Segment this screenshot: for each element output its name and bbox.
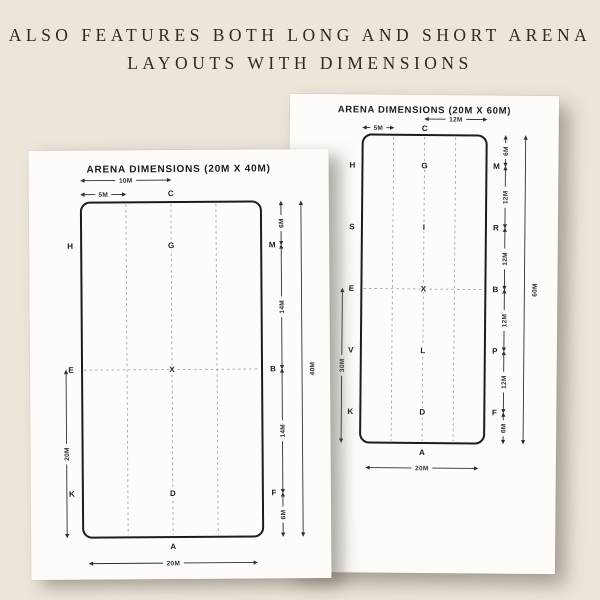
arena-letter-C: C: [167, 189, 174, 199]
arena-letter-V: V: [348, 345, 354, 355]
dim-label-6M: 6M: [502, 146, 510, 156]
dim-line: [342, 291, 343, 355]
dim-arrowhead: [502, 351, 506, 355]
dim-label-12M: 12M: [501, 252, 510, 266]
dim-arrowhead: [524, 135, 528, 139]
dim-label-5M: 5M: [373, 124, 384, 132]
dim-label-12M: 12M: [501, 313, 509, 328]
dim-arrowhead: [254, 560, 258, 564]
dim-label-20M: 20M: [415, 465, 429, 473]
arena-letter-S: S: [349, 222, 355, 232]
dim-arrowhead: [502, 289, 506, 293]
arena-letter-G: G: [168, 241, 175, 251]
dim-arrowhead: [281, 492, 285, 496]
dim-arrowhead: [299, 201, 303, 205]
arena-letter-G: G: [421, 161, 428, 171]
arena-letter-B: B: [270, 364, 276, 374]
dim-arrowhead: [503, 166, 507, 170]
dim-label-6M: 6M: [278, 218, 286, 228]
dim-arrowhead: [504, 135, 508, 139]
dim-label-20M: 20M: [166, 560, 181, 568]
arena-letter-M: M: [268, 240, 276, 250]
arena-letter-E: E: [348, 283, 355, 293]
dim-label-12M: 12M: [449, 116, 463, 124]
dim-label-40M: 40M: [309, 361, 317, 376]
arena-letter-K: K: [68, 489, 75, 499]
dim-label-20M: 20M: [63, 447, 71, 461]
arena-letter-D: D: [169, 488, 176, 499]
arena-title-20x60: ARENA DIMENSIONS (20M X 60M): [337, 104, 512, 117]
arena-letter-L: L: [420, 346, 426, 356]
dim-arrowhead: [365, 465, 369, 469]
arena-letter-B: B: [492, 285, 499, 295]
arena-letter-H: H: [349, 160, 356, 170]
dim-arrowhead: [279, 244, 283, 248]
dim-arrowhead: [362, 125, 366, 129]
arena-letter-I: I: [422, 222, 426, 232]
arena-letter-D: D: [419, 407, 426, 417]
dim-line: [301, 204, 303, 533]
arena-letter-K: K: [347, 407, 354, 417]
arena-letter-H: H: [67, 241, 74, 251]
page-heading: [0, 21, 600, 78]
dim-line: [523, 139, 526, 441]
arena-letter-M: M: [493, 161, 500, 171]
dim-label-12M: 12M: [500, 375, 508, 389]
dim-label-12M: 12M: [502, 190, 510, 205]
dim-arrowhead: [280, 368, 284, 372]
arena-letter-X: X: [169, 365, 175, 375]
arena-letter-A: A: [419, 447, 425, 458]
quarter-line: [126, 204, 128, 535]
dim-label-6M: 6M: [500, 423, 508, 434]
arena-letter-E: E: [68, 365, 74, 375]
dim-arrowhead: [501, 412, 505, 416]
dim-label-60M: 60M: [531, 283, 539, 297]
dim-arrowhead: [279, 201, 283, 205]
dim-arrowhead: [89, 562, 93, 566]
dim-label-30M: 30M: [338, 358, 347, 373]
arena-letter-F: F: [491, 408, 497, 418]
dim-label-14M: 14M: [278, 300, 286, 314]
arena-letter-A: A: [170, 542, 177, 552]
dim-arrowhead: [80, 179, 84, 183]
dim-arrowhead: [80, 193, 84, 197]
dim-arrowhead: [167, 178, 171, 182]
dim-arrowhead: [424, 117, 428, 121]
arena-diagram-20x40: [29, 149, 332, 580]
dim-label-14M: 14M: [279, 423, 287, 438]
heading-line-2: LAYOUTS WITH DIMENSIONS: [127, 53, 473, 74]
dim-label-10M: 10M: [118, 177, 133, 185]
arena-title-20x40: ARENA DIMENSIONS (20M X 40M): [86, 163, 271, 176]
arena-letter-P: P: [492, 346, 498, 356]
dim-arrowhead: [281, 532, 285, 536]
arena-letter-F: F: [271, 488, 277, 498]
dim-arrowhead: [483, 117, 487, 121]
dim-label-5M: 5M: [98, 191, 109, 199]
dim-line: [341, 376, 342, 440]
dim-arrowhead: [65, 534, 69, 538]
heading-line-1: ALSO FEATURES BOTH LONG AND SHORT ARENA: [8, 25, 592, 45]
dim-arrowhead: [521, 440, 525, 444]
dim-arrowhead: [301, 532, 305, 536]
dim-label-6M: 6M: [280, 509, 288, 520]
arena-letter-R: R: [492, 223, 499, 233]
arena-letter-X: X: [420, 284, 427, 294]
dim-arrowhead: [340, 288, 344, 292]
dim-arrowhead: [339, 438, 343, 442]
dim-arrowhead: [501, 440, 505, 444]
dim-arrowhead: [474, 466, 478, 470]
dim-arrowhead: [122, 192, 126, 196]
card-arena-20x40: [29, 149, 332, 580]
dim-arrowhead: [503, 227, 507, 231]
dim-arrowhead: [390, 126, 394, 130]
arena-letter-C: C: [421, 123, 428, 134]
